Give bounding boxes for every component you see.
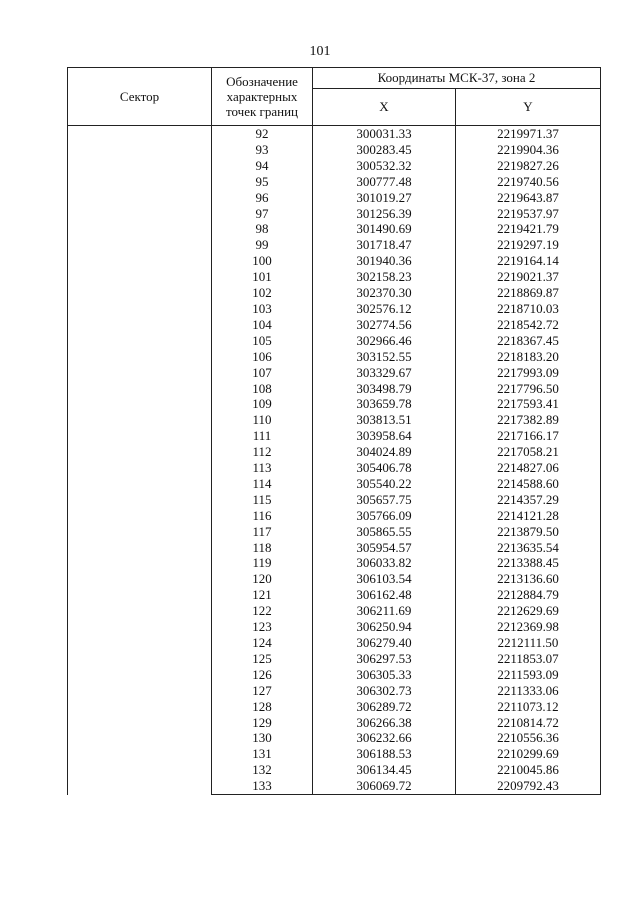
x-coordinate-cell: 305657.75	[313, 492, 456, 508]
y-coordinate-cell: 2210556.36	[456, 730, 601, 746]
x-coordinate-cell: 305865.55	[313, 524, 456, 540]
point-cell: 111	[212, 428, 313, 444]
point-cell: 103	[212, 301, 313, 317]
y-coordinate-cell: 2218183.20	[456, 349, 601, 365]
point-cell: 116	[212, 508, 313, 524]
x-coordinate-cell: 300532.32	[313, 158, 456, 174]
point-cell: 101	[212, 269, 313, 285]
point-cell: 119	[212, 555, 313, 571]
x-coordinate-cell: 306289.72	[313, 699, 456, 715]
table-row	[68, 126, 601, 142]
y-coordinate-cell: 2218542.72	[456, 317, 601, 333]
y-coordinate-cell: 2217993.09	[456, 365, 601, 381]
x-coordinate-cell: 306033.82	[313, 555, 456, 571]
point-cell: 120	[212, 571, 313, 587]
x-coordinate-cell: 302158.23	[313, 269, 456, 285]
point-cell: 131	[212, 746, 313, 762]
x-coordinate-cell: 306162.48	[313, 587, 456, 603]
y-coordinate-cell: 2212111.50	[456, 635, 601, 651]
point-cell: 126	[212, 667, 313, 683]
x-coordinate-cell: 306134.45	[313, 762, 456, 778]
x-coordinate-cell: 303659.78	[313, 396, 456, 412]
x-coordinate-cell: 303152.55	[313, 349, 456, 365]
x-coordinate-cell: 306279.40	[313, 635, 456, 651]
point-cell: 109	[212, 396, 313, 412]
point-cell: 128	[212, 699, 313, 715]
point-cell: 96	[212, 190, 313, 206]
coordinates-table	[67, 67, 601, 795]
y-coordinate-cell: 2212369.98	[456, 619, 601, 635]
point-cell: 104	[212, 317, 313, 333]
x-coordinate-cell: 306188.53	[313, 746, 456, 762]
y-coordinate-cell: 2219297.19	[456, 237, 601, 253]
point-cell: 100	[212, 253, 313, 269]
point-cell: 133	[212, 778, 313, 794]
point-cell: 118	[212, 540, 313, 556]
header-sector: Сектор	[68, 68, 212, 126]
y-coordinate-cell: 2217166.17	[456, 428, 601, 444]
x-coordinate-cell: 306305.33	[313, 667, 456, 683]
y-coordinate-cell: 2213635.54	[456, 540, 601, 556]
point-cell: 93	[212, 142, 313, 158]
y-coordinate-cell: 2210814.72	[456, 715, 601, 731]
y-coordinate-cell: 2219971.37	[456, 126, 601, 142]
x-coordinate-cell: 300777.48	[313, 174, 456, 190]
y-coordinate-cell: 2219904.36	[456, 142, 601, 158]
y-coordinate-cell: 2217382.89	[456, 412, 601, 428]
x-coordinate-cell: 306103.54	[313, 571, 456, 587]
y-coordinate-cell: 2218869.87	[456, 285, 601, 301]
y-coordinate-cell: 2218367.45	[456, 333, 601, 349]
point-cell: 99	[212, 237, 313, 253]
x-coordinate-cell: 302774.56	[313, 317, 456, 333]
page-number: 101	[309, 44, 331, 59]
x-coordinate-cell: 303498.79	[313, 381, 456, 397]
point-cell: 115	[212, 492, 313, 508]
header-coordinates-group: Координаты МСК-37, зона 2	[313, 68, 601, 89]
point-cell: 129	[212, 715, 313, 731]
header-y: Y	[456, 89, 601, 126]
point-cell: 112	[212, 444, 313, 460]
x-coordinate-cell: 301718.47	[313, 237, 456, 253]
header-point-designation: Обозначение характерных точек границ	[212, 68, 313, 126]
header-x: X	[313, 89, 456, 126]
y-coordinate-cell: 2212884.79	[456, 587, 601, 603]
point-cell: 121	[212, 587, 313, 603]
point-cell: 92	[212, 126, 313, 142]
x-coordinate-cell: 305406.78	[313, 460, 456, 476]
y-coordinate-cell: 2217058.21	[456, 444, 601, 460]
x-coordinate-cell: 302966.46	[313, 333, 456, 349]
x-coordinate-cell: 305954.57	[313, 540, 456, 556]
x-coordinate-cell: 302370.30	[313, 285, 456, 301]
point-cell: 98	[212, 221, 313, 237]
y-coordinate-cell: 2219421.79	[456, 221, 601, 237]
x-coordinate-cell: 306250.94	[313, 619, 456, 635]
table-body	[68, 126, 601, 795]
x-coordinate-cell: 303329.67	[313, 365, 456, 381]
point-cell: 106	[212, 349, 313, 365]
point-cell: 124	[212, 635, 313, 651]
x-coordinate-cell: 305766.09	[313, 508, 456, 524]
y-coordinate-cell: 2214588.60	[456, 476, 601, 492]
point-cell: 123	[212, 619, 313, 635]
y-coordinate-cell: 2210299.69	[456, 746, 601, 762]
x-coordinate-cell: 301490.69	[313, 221, 456, 237]
y-coordinate-cell: 2219164.14	[456, 253, 601, 269]
y-coordinate-cell: 2214121.28	[456, 508, 601, 524]
x-coordinate-cell: 306069.72	[313, 778, 456, 794]
y-coordinate-cell: 2219827.26	[456, 158, 601, 174]
point-cell: 113	[212, 460, 313, 476]
y-coordinate-cell: 2210045.86	[456, 762, 601, 778]
point-cell: 95	[212, 174, 313, 190]
x-coordinate-cell: 301019.27	[313, 190, 456, 206]
x-coordinate-cell: 306211.69	[313, 603, 456, 619]
point-cell: 107	[212, 365, 313, 381]
point-cell: 122	[212, 603, 313, 619]
point-cell: 125	[212, 651, 313, 667]
x-coordinate-cell: 304024.89	[313, 444, 456, 460]
point-cell: 110	[212, 412, 313, 428]
x-coordinate-cell: 300031.33	[313, 126, 456, 142]
point-cell: 114	[212, 476, 313, 492]
y-coordinate-cell: 2219537.97	[456, 206, 601, 222]
x-coordinate-cell: 305540.22	[313, 476, 456, 492]
y-coordinate-cell: 2212629.69	[456, 603, 601, 619]
point-cell: 94	[212, 158, 313, 174]
y-coordinate-cell: 2213136.60	[456, 571, 601, 587]
table-header	[68, 68, 601, 126]
point-cell: 97	[212, 206, 313, 222]
point-cell: 130	[212, 730, 313, 746]
y-coordinate-cell: 2214827.06	[456, 460, 601, 476]
y-coordinate-cell: 2213879.50	[456, 524, 601, 540]
sector-cell	[68, 126, 212, 795]
y-coordinate-cell: 2218710.03	[456, 301, 601, 317]
point-cell: 132	[212, 762, 313, 778]
x-coordinate-cell: 303958.64	[313, 428, 456, 444]
point-cell: 105	[212, 333, 313, 349]
y-coordinate-cell: 2219643.87	[456, 190, 601, 206]
point-cell: 102	[212, 285, 313, 301]
x-coordinate-cell: 301940.36	[313, 253, 456, 269]
point-cell: 117	[212, 524, 313, 540]
y-coordinate-cell: 2211593.09	[456, 667, 601, 683]
point-cell: 127	[212, 683, 313, 699]
y-coordinate-cell: 2211853.07	[456, 651, 601, 667]
y-coordinate-cell: 2209792.43	[456, 778, 601, 794]
x-coordinate-cell: 301256.39	[313, 206, 456, 222]
y-coordinate-cell: 2211073.12	[456, 699, 601, 715]
x-coordinate-cell: 300283.45	[313, 142, 456, 158]
y-coordinate-cell: 2217796.50	[456, 381, 601, 397]
x-coordinate-cell: 302576.12	[313, 301, 456, 317]
point-cell: 108	[212, 381, 313, 397]
x-coordinate-cell: 303813.51	[313, 412, 456, 428]
x-coordinate-cell: 306297.53	[313, 651, 456, 667]
x-coordinate-cell: 306266.38	[313, 715, 456, 731]
y-coordinate-cell: 2219021.37	[456, 269, 601, 285]
x-coordinate-cell: 306232.66	[313, 730, 456, 746]
y-coordinate-cell: 2213388.45	[456, 555, 601, 571]
y-coordinate-cell: 2214357.29	[456, 492, 601, 508]
x-coordinate-cell: 306302.73	[313, 683, 456, 699]
y-coordinate-cell: 2211333.06	[456, 683, 601, 699]
y-coordinate-cell: 2219740.56	[456, 174, 601, 190]
y-coordinate-cell: 2217593.41	[456, 396, 601, 412]
